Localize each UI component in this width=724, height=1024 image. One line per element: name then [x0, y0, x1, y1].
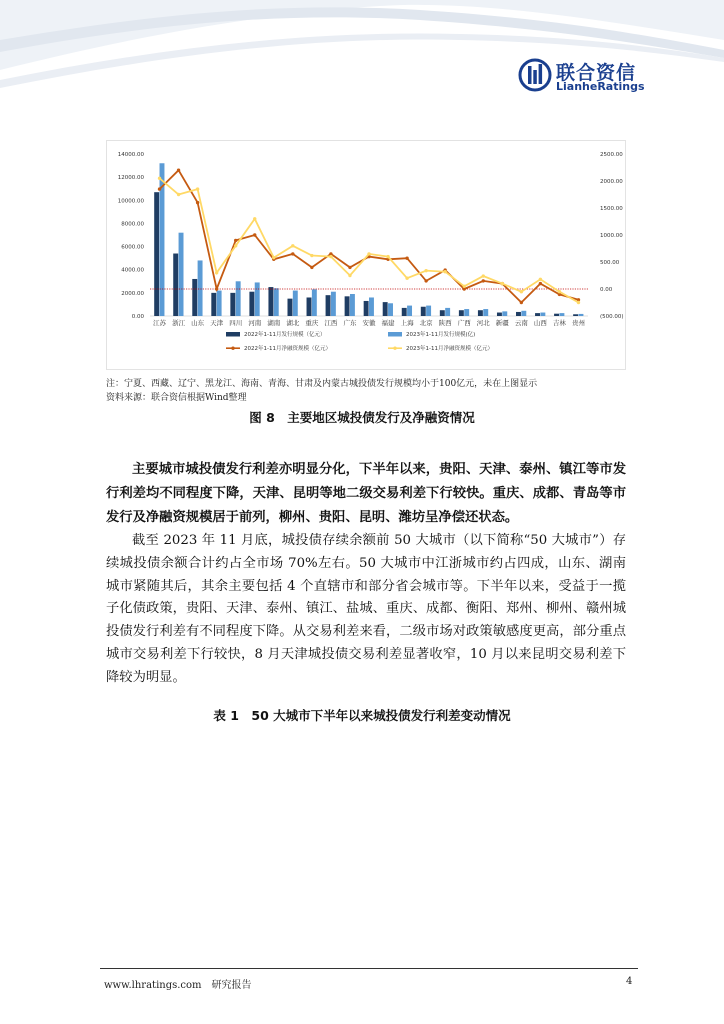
bar — [268, 287, 273, 316]
series-point — [443, 270, 446, 273]
series-point — [539, 282, 542, 285]
left-axis-tick: 6000.00 — [121, 244, 144, 251]
series-point — [310, 254, 313, 257]
bar — [402, 308, 407, 316]
category-label: 北京 — [419, 319, 433, 327]
category-label: 吉林 — [552, 319, 566, 327]
series-point — [215, 287, 218, 290]
category-label: 山西 — [533, 319, 547, 327]
series-point — [405, 257, 408, 260]
category-label: 福建 — [381, 319, 395, 327]
series-point — [558, 290, 561, 293]
bar — [421, 307, 426, 316]
series-point — [253, 217, 256, 220]
category-label: 重庆 — [305, 319, 319, 327]
bar — [364, 301, 369, 316]
series-point — [539, 278, 542, 281]
right-axis-tick: 0.00 — [600, 287, 613, 293]
bar — [287, 299, 292, 316]
legend-label: 2022年1-11月发行规模（亿元） — [244, 332, 326, 338]
bar — [445, 308, 450, 316]
legend-label: 2023年1-11月净融资规模（亿元） — [406, 346, 493, 352]
bar — [497, 313, 502, 316]
left-axis-tick: 10000.00 — [117, 198, 144, 205]
legend-label: 2022年1-11月净融资规模（亿元） — [244, 346, 331, 352]
category-label: 江西 — [324, 319, 338, 327]
bar — [521, 311, 526, 316]
bar — [230, 293, 235, 316]
logo-english-name: LianheRatings — [556, 80, 645, 93]
logo-chinese-name: 联合资信 — [556, 62, 637, 84]
category-label: 贵州 — [571, 319, 585, 327]
bar — [578, 314, 583, 316]
series-point — [215, 271, 218, 274]
right-axis-tick: 500.00 — [600, 260, 620, 266]
right-axis-tick: 1000.00 — [600, 233, 623, 239]
bar — [198, 260, 203, 316]
series-point — [405, 277, 408, 280]
series-line — [160, 170, 579, 302]
left-axis-tick: 0.00 — [131, 314, 144, 320]
bar — [293, 291, 298, 316]
series-point — [463, 285, 466, 288]
right-axis-tick: 1500.00 — [600, 206, 623, 212]
series-line — [160, 178, 579, 302]
category-label: 天津 — [210, 319, 224, 327]
bar — [440, 310, 445, 316]
series-point — [291, 252, 294, 255]
series-point — [501, 282, 504, 285]
right-axis-tick: 2000.00 — [600, 179, 623, 185]
figure-title: 图 8 主要地区城投债发行及净融资情况 — [249, 410, 475, 425]
category-label: 湖北 — [286, 319, 300, 327]
series-point — [272, 256, 275, 259]
series-point — [329, 255, 332, 258]
company-logo — [518, 58, 648, 94]
series-point — [158, 187, 161, 190]
bar — [307, 297, 312, 316]
category-label: 安徽 — [362, 319, 376, 327]
series-point — [177, 169, 180, 172]
bar — [502, 311, 507, 316]
bar — [369, 297, 374, 316]
series-point — [424, 279, 427, 282]
footer-website: www.lhratings.com 研究报告 — [104, 980, 252, 991]
series-point — [520, 290, 523, 293]
bar — [540, 313, 545, 316]
summary-paragraph: 主要城市城投债发行利差亦明显分化，下半年以来，贵阳、天津、泰州、镇江等市发行利差均不同程度下降，天津、昆明等地二级交易利差下行较快。重庆、成都、青岛等市发行及净融资规模居于前列，柳州、贵阳、昆明、潍坊呈净偿还状态。 — [106, 462, 626, 525]
series-point — [158, 177, 161, 180]
bar — [350, 294, 355, 316]
category-label: 陕西 — [438, 319, 452, 327]
legend-marker — [393, 347, 396, 350]
left-axis-tick: 14000.00 — [117, 152, 144, 158]
category-label: 湖南 — [267, 319, 281, 327]
bar — [255, 282, 260, 316]
bar — [383, 302, 388, 316]
body-paragraph: 截至 2023 年 11 月底，城投债存续余额前 50 大城市（以下简称“50 大城市”）存续城投债余额合计约占全市场 70%左右。50 大城市中江浙城市约占四成，山东、湖南城市紧随其后，其余主要包括 4 个直辖市和部分省会城市等。下半年以来，受益于一揽子化债政策，贵阳、天津、泰州、镇江、盐城、重庆、成都、衡阳、郑州、柳州、赣州城投债发行利差有不同程度下降。从交易利差来看，二级市场对政策敏感度更高，部分重点城市交易利差下行较快，8 月天津城投债交易利差显著收窄，10 月以来昆明交易利差下降较为明显。 — [106, 533, 626, 685]
series-point — [482, 274, 485, 277]
right-axis-tick: (500.00) — [600, 314, 624, 320]
bar — [573, 314, 578, 316]
table-title: 表 1 50 大城市下半年以来城投债发行利差变动情况 — [213, 708, 511, 723]
left-axis-tick: 4000.00 — [121, 267, 144, 274]
series-point — [234, 239, 237, 242]
regional-bond-chart — [106, 140, 626, 370]
bar — [516, 312, 521, 316]
category-label: 四川 — [229, 319, 243, 327]
bar — [459, 310, 464, 316]
bar — [388, 303, 393, 316]
category-label: 上海 — [400, 319, 414, 327]
legend-swatch — [388, 332, 402, 337]
category-label: 广东 — [343, 319, 357, 327]
series-point — [348, 266, 351, 269]
series-point — [196, 201, 199, 204]
page-number: 4 — [626, 976, 633, 987]
series-point — [234, 244, 237, 247]
series-point — [348, 274, 351, 277]
series-point — [424, 269, 427, 272]
category-label: 河北 — [476, 319, 490, 327]
category-label: 新疆 — [495, 319, 509, 327]
footer-divider — [100, 968, 638, 969]
bar — [217, 291, 222, 316]
bar — [236, 281, 241, 316]
series-point — [177, 193, 180, 196]
category-label: 山东 — [191, 319, 205, 327]
legend-marker — [231, 347, 234, 350]
bar — [426, 306, 431, 316]
logo-mark-icon — [518, 58, 552, 92]
category-label: 江苏 — [153, 319, 167, 327]
bar — [326, 295, 331, 316]
bar — [179, 233, 184, 316]
bar — [483, 309, 488, 316]
category-label: 云南 — [514, 319, 528, 327]
bar — [192, 279, 197, 316]
bar — [211, 293, 216, 316]
left-axis-tick: 2000.00 — [121, 290, 144, 297]
bar — [478, 310, 483, 316]
bar — [154, 192, 159, 316]
bar — [559, 313, 564, 316]
right-axis-tick: 2500.00 — [600, 152, 623, 158]
category-label: 河南 — [248, 319, 262, 327]
category-label: 浙江 — [172, 319, 186, 327]
series-point — [253, 233, 256, 236]
bar — [249, 292, 254, 316]
left-axis-tick: 8000.00 — [121, 221, 144, 228]
category-label: 广西 — [457, 319, 471, 327]
bar — [173, 254, 178, 316]
bar — [274, 288, 279, 316]
left-axis-tick: 12000.00 — [117, 175, 144, 182]
bar — [554, 314, 559, 316]
series-point — [367, 252, 370, 255]
figure-source: 资料来源：联合资信根据Wind整理 — [106, 393, 247, 403]
series-point — [482, 279, 485, 282]
bar — [331, 292, 336, 316]
legend-swatch — [226, 332, 240, 337]
series-point — [520, 301, 523, 304]
legend-label: 2023年1-11月发行规模(亿) — [406, 332, 476, 338]
bar — [535, 313, 540, 316]
bar — [345, 296, 350, 316]
bar — [407, 306, 412, 316]
bar — [312, 289, 317, 316]
series-point — [196, 187, 199, 190]
series-point — [291, 244, 294, 247]
chart-frame — [107, 141, 626, 370]
series-point — [310, 266, 313, 269]
bar — [464, 309, 469, 316]
series-point — [386, 255, 389, 258]
series-point — [577, 301, 580, 304]
figure-note: 注：宁夏、西藏、辽宁、黑龙江、海南、青海、甘肃及内蒙古城投债发行规模均小于100亿元，未在上图显示 — [106, 379, 538, 389]
